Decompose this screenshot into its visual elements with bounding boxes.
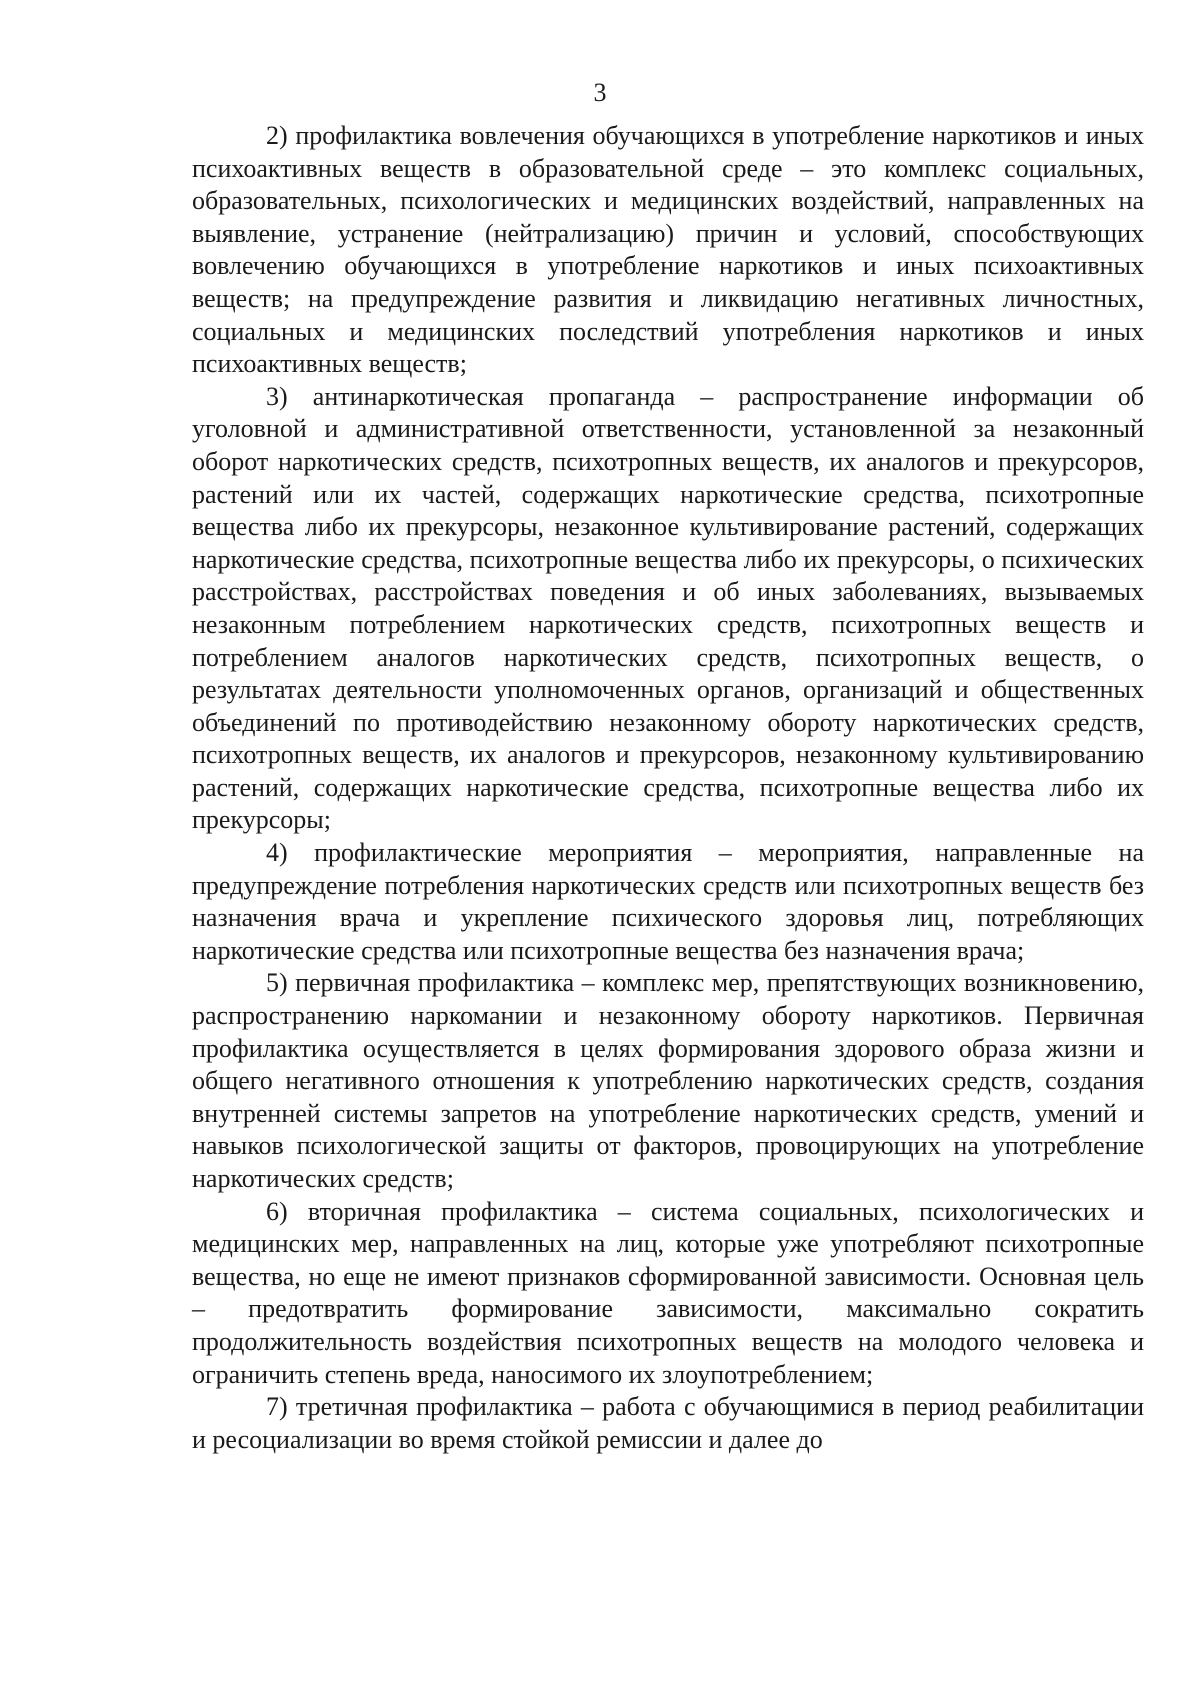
page-number: 3	[593, 78, 607, 107]
paragraph-item-6: 6) вторичная профилактика – система социальных, психологических и медицинских мер, направленных на лиц, которые уже употребляют психотропные вещества, но еще не имеют признаков сформированной зависимости. Основная цель – предотвратить формирование зависимости, максимально сократить продолжительность воздействия психотропных веществ на молодого человека и ограничить степень вреда, наносимого их злоупотреблением;	[192, 1196, 1144, 1389]
paragraph-item-4: 4) профилактические мероприятия – мероприятия, направленные на предупреждение потребления наркотических средств или психотропных веществ без назначения врача и укрепление психического здоровья лиц, потребляющих наркотические средства или психотропные вещества без назначения врача;	[192, 838, 1144, 965]
paragraph-item-5: 5) первичная профилактика – комплекс мер, препятствующих возникновению, распространению наркомании и незаконному обороту наркотиков. Первичная профилактика осуществляется в целях формирования здорового образа жизни и общего негативного отношения к употреблению наркотических средств, создания внутренней системы запретов на употребление наркотических средств, умений и навыков психологической защиты от факторов, провоцирующих на употребление наркотических средств;	[192, 968, 1144, 1193]
document-body	[192, 120, 1144, 1456]
paragraph-item-3: 3) антинаркотическая пропаганда – распространение информации об уголовной и административной ответственности, установленной за незаконный оборот наркотических средств, психотропных веществ, их аналогов и прекурсоров, растений или их частей, содержащих наркотические средства, психотропные вещества либо их прекурсоры, незаконное культивирование растений, содержащих наркотические средства, психотропные вещества либо их прекурсоры, о психических расстройствах, расстройствах поведения и об иных заболеваниях, вызываемых незаконным потреблением наркотических средств, психотропных веществ и потреблением аналогов наркотических средств, психотропных веществ, о результатах деятельности уполномоченных органов, организаций и общественных объединений по противодействию незаконному обороту наркотических средств, психотропных веществ, их аналогов и прекурсоров, незаконному культивированию растений, содержащих наркотические средства, психотропные вещества либо их прекурсоры;	[192, 381, 1144, 835]
paragraph-item-7: 7) третичная профилактика – работа с обучающимися в период реабилитации и ресоциализации во время стойкой ремиссии и далее до	[192, 1392, 1144, 1454]
paragraph-item-2: 2) профилактика вовлечения обучающихся в употребление наркотиков и иных психоактивных веществ в образовательной среде – это комплекс социальных, образовательных, психологических и медицинских воздействий, направленных на выявление, устранение (нейтрализацию) причин и условий, способствующих вовлечению обучающихся в употребление наркотиков и иных психоактивных веществ; на предупреждение развития и ликвидацию негативных личностных, социальных и медицинских последствий употребления наркотиков и иных психоактивных веществ;	[192, 121, 1144, 379]
